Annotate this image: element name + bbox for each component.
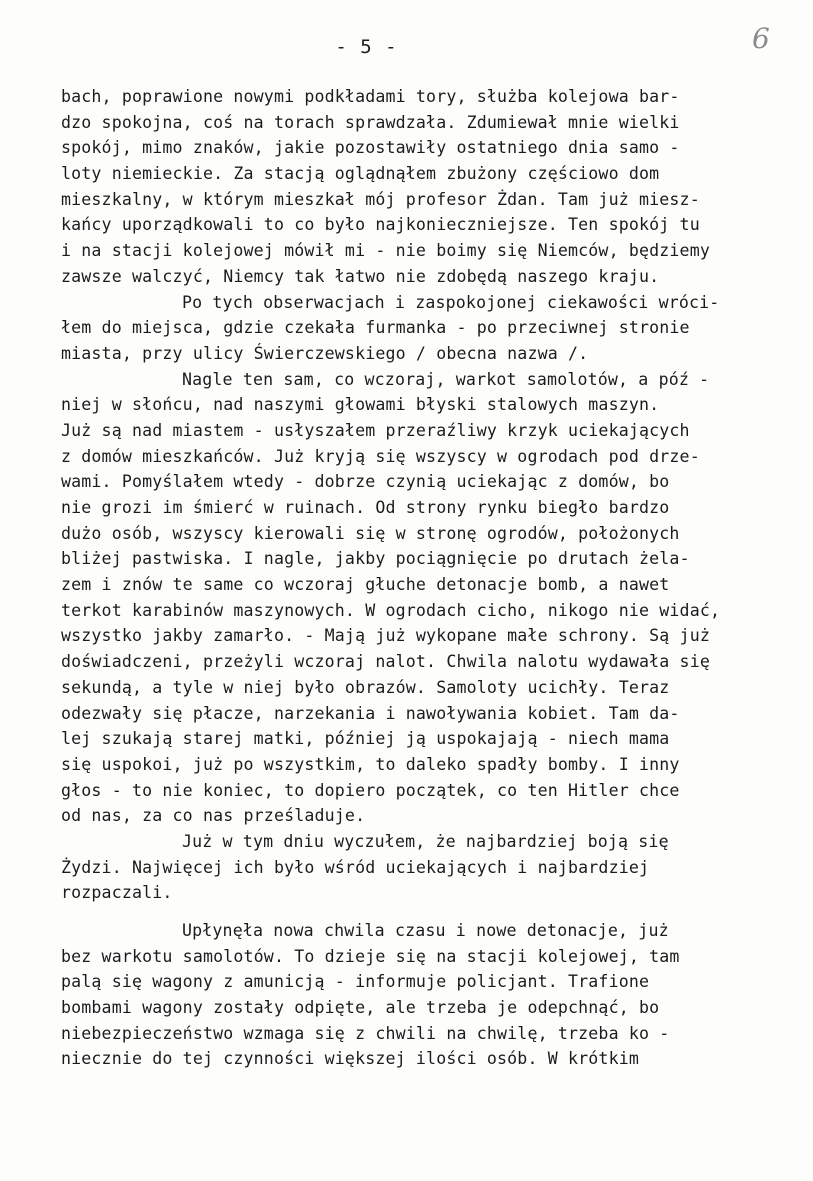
text-line: mieszkalny, w którym mieszkał mój profesor Żdan. Tam już miesz- xyxy=(61,189,700,209)
text-line: wszystko jakby zamarło. - Mają już wykopane małe schrony. Są już xyxy=(61,626,710,646)
text-line: Nagle ten sam, co wczoraj, warkot samolotów, a póź - xyxy=(182,369,710,389)
text-line: dużo osób, wszyscy kierowali się w stronę ogrodów, położonych xyxy=(61,523,680,543)
text-line: niej w słońcu, nad naszymi głowami błyski stalowych maszyn. xyxy=(61,395,660,415)
text-line: Upłynęła nowa chwila czasu i nowe detonacje, już xyxy=(182,921,669,940)
text-line: i na stacji kolejowej mówił mi - nie boimy się Niemców, będziemy xyxy=(61,241,710,261)
text-line: Żydzi. Najwięcej ich było wśród uciekających i najbardziej xyxy=(61,857,650,877)
text-line: nie grozi im śmierć w ruinach. Od strony rynku biegło bardzo xyxy=(61,498,670,517)
text-line: bach, poprawione nowymi podkładami tory, służba kolejowa bar- xyxy=(61,87,680,106)
text-line: zawsze walczyć, Niemcy tak łatwo nie zdobędą naszego kraju. xyxy=(61,266,660,286)
text-line: lej szukają starej matki, później ją uspokajają - niech mama xyxy=(61,729,670,749)
text-line: odezwały się płacze, narzekania i nawoływania kobiet. Tam da- xyxy=(61,703,680,723)
body-text xyxy=(61,84,761,1072)
handwritten-page-mark: 6 xyxy=(752,22,770,55)
text-line: rozpaczali. xyxy=(61,883,173,903)
text-line: spokój, mimo znaków, jakie pozostawiły ostatniego dnia samo - xyxy=(61,138,680,158)
text-line: z domów mieszkańców. Już kryją się wszyscy w ogrodach pod drze- xyxy=(61,446,700,466)
text-line: sekundą, a tyle w niej było obrazów. Samoloty ucichły. Teraz xyxy=(61,677,670,697)
text-line: kańcy uporządkowali to co było najkonieczniejsze. Ten spokój tu xyxy=(61,215,700,235)
text-line: niebezpieczeństwo wzmaga się z chwili na chwilę, trzeba ko - xyxy=(61,1023,670,1043)
text-line: bombami wagony zostały odpięte, ale trzeba je odepchnąć, bo xyxy=(61,998,660,1018)
text-line: Już w tym dniu wyczułem, że najbardziej boją się xyxy=(182,831,669,851)
text-line: bliżej pastwiska. I nagle, jakby pociągnięcie po drutach żela- xyxy=(61,549,690,569)
text-line: się uspokoi, już po wszystkim, to daleko spadły bomby. I inny xyxy=(61,754,680,774)
text-line: łem do miejsca, gdzie czekała furmanka - po przeciwnej stronie xyxy=(61,318,690,338)
text-line: terkot karabinów maszynowych. W ogrodach cicho, nikogo nie widać, xyxy=(61,600,721,620)
text-line: loty niemieckie. Za stacją oglądnąłem zbużony częściowo dom xyxy=(61,164,660,184)
text-line: głos - to nie koniec, to dopiero początek, co ten Hitler chce xyxy=(61,780,680,800)
text-line: dzo spokojna, coś na torach sprawdzała. Zdumiewał mnie wielki xyxy=(61,112,680,132)
text-line: miasta, przy ulicy Świerczewskiego / obecna nazwa /. xyxy=(61,343,589,363)
text-line: bez warkotu samolotów. To dzieje się na stacji kolejowej, tam xyxy=(61,946,680,966)
text-line: doświadczeni, przeżyli wczoraj nalot. Chwila nalotu wydawała się xyxy=(61,652,710,672)
text-line: Już są nad miastem - usłyszałem przeraźliwy krzyk uciekających xyxy=(61,420,690,440)
text-line: wami. Pomyślałem wtedy - dobrze czynią uciekając z domów, bo xyxy=(61,472,670,492)
text-line: Po tych obserwacjach i zaspokojonej ciekawości wróci- xyxy=(182,292,720,312)
text-line: niecznie do tej czynności większej ilości osób. W krótkim xyxy=(61,1049,639,1069)
page-number: - 5 - xyxy=(335,36,398,58)
text-line: od nas, za co nas prześladuje. xyxy=(61,806,366,826)
text-line: palą się wagony z amunicją - informuje policjant. Trafione xyxy=(61,972,650,992)
text-line: zem i znów te same co wczoraj głuche detonacje bomb, a nawet xyxy=(61,575,670,595)
